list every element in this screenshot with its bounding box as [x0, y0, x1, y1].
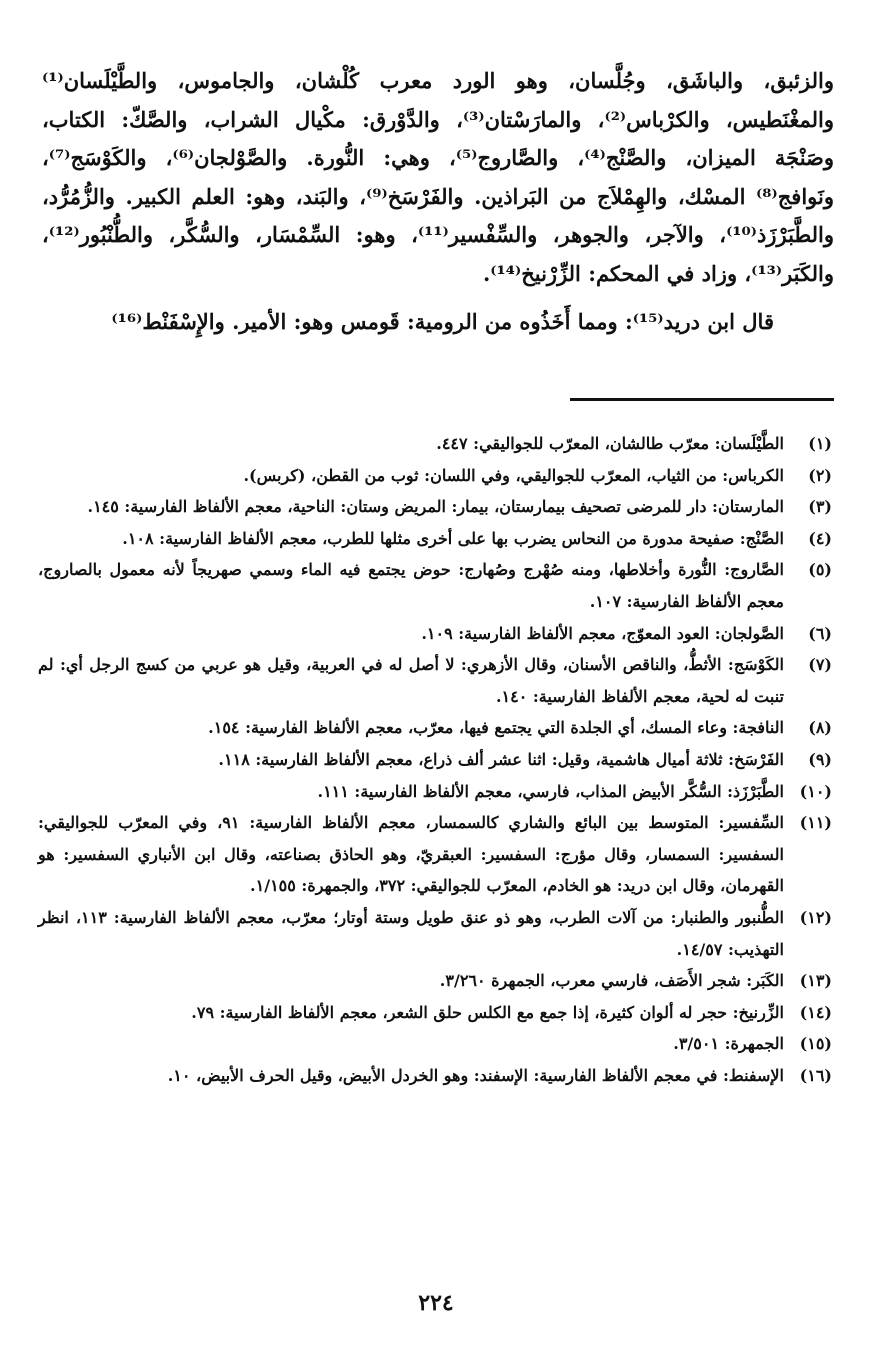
- footnote-text: الزِّرنيخ: حجر له ألوان كثيرة، إذا جمع مع الكلس حلق الشعر، معجم الألفاظ الفارسية: ٧٩.: [191, 1002, 784, 1022]
- footnote-text: الطَّيْلَسان: معرّب طالشان، المعرّب للجواليقي: ٤٤٧.: [436, 434, 784, 453]
- footnote: [38, 491, 832, 523]
- footnote-text: الإسفنط: في معجم الألفاظ الفارسية: الإسفند: وهو الخردل الأبيض، وقيل الحرف الأبيض، ١٠.: [167, 1065, 784, 1085]
- footnote-number: (١٢): [799, 907, 832, 927]
- footnote-text: الكَبَر: شجر الأَصَف، فارسي معرب، الجمهرة ٣/٢٦٠.: [439, 971, 784, 991]
- footnote: [38, 902, 832, 965]
- footnote: [38, 1060, 832, 1092]
- footnote-number: (٨): [808, 718, 832, 738]
- footnote-text: الفَرْسَخ: ثلاثة أميال هاشمية، وقيل: اثنا عشر ألف ذراع، معجم الألفاظ الفارسية: ١١٨.: [218, 749, 784, 769]
- footnote-number: (٩): [808, 749, 832, 769]
- footnote-text: الكَوْسَج: الأثطُّ، والناقص الأسنان، وقال الأزهري: لا أصل له في العربية، وقيل هو عربي من كسج الرجل أي: لم تنبت له لحية، معجم الألفاظ الفارسية: ١٤٠.: [38, 655, 784, 706]
- footnote-text: السِّفسير: المتوسط بين البائع والشاري كالسمسار، معجم الألفاظ الفارسية: ٩١، وفي المعرّب للجواليقي: السفسير: السمسار، وقال مؤرج: السفسير: العبقريّ، وهو الحاذق بصناعته، وقال ابن الأنباري السفسير: هو القهرمان، وقال ابن دريد: هو الخادم، المعرّب للجواليقي: ٣٧٢، والجمهرة: ١/١٥٥.: [38, 813, 785, 896]
- footnote: [38, 744, 832, 776]
- page-number: ٢٢٤: [418, 1290, 454, 1316]
- footnote-number: (٧): [808, 655, 832, 675]
- footnote: [38, 523, 832, 555]
- footnote: [38, 460, 832, 492]
- footnote-text: الجمهرة: ٣/٥٠١.: [673, 1034, 784, 1054]
- footnote-number: (١٣): [799, 971, 832, 991]
- main-paragraph: قال ابن دريد⁽¹⁵⁾: ومما أَخَذُوه من الرومية: قَومس وهو: الأمير. والإِسْفَنْط⁽¹⁶⁾: [111, 309, 774, 334]
- footnote-text: النافجة: وعاء المسك، أي الجلدة التي يجتمع فيها، معرّب، معجم الألفاظ الفارسية: ١٥٤.: [208, 718, 784, 738]
- footnote-number: (٤): [808, 528, 832, 548]
- footnote: [38, 1028, 832, 1060]
- footnote: [38, 428, 832, 460]
- footnote-number: (١٥): [799, 1034, 832, 1054]
- footnote-text: الصَّولجان: العود المعوّج، معجم الألفاظ الفارسية: ١٠٩.: [421, 623, 784, 643]
- footnote-text: الصَّنْج: صفيحة مدورة من النحاس يضرب بها على أخرى مثلها للطرب، معجم الألفاظ الفارسية: ١٠٨.: [122, 528, 784, 548]
- footnote: [38, 997, 832, 1029]
- footnote-text: المارستان: دار للمرضى تصحيف بيمارستان، بيمار: المريض وستان: الناحية، معجم الألفاظ الفارسية: ١٤٥.: [87, 497, 784, 517]
- footnote-number: (٣): [808, 497, 832, 517]
- footnote-number: (١): [808, 434, 832, 453]
- footnote-number: (١٠): [799, 781, 832, 801]
- main-text: [42, 62, 834, 342]
- footnote: [38, 776, 832, 808]
- footnote-text: الصَّاروج: النُّورة وأخلاطها، ومنه صُهْرج وصُهارج: حوض يجتمع فيه الماء وسمي صهريجاً لأنه معمول بالصاروج، معجم الألفاظ الفارسية: ١٠٧.: [38, 560, 784, 611]
- footnote: [38, 618, 832, 650]
- footnote-number: (١٦): [799, 1065, 832, 1085]
- footnote-divider: [570, 398, 834, 401]
- footnote-text: الطُّنبور والطنبار: من آلات الطرب، وهو ذو عنق طويل وستة أوتار؛ معرّب، معجم الألفاظ الفارسية: ١١٣، انظر التهذيب: ١٤/٥٧.: [38, 907, 784, 959]
- footnote-number: (١١): [799, 813, 832, 833]
- footnote-number: (٦): [808, 623, 832, 643]
- footnote-number: (٢): [808, 465, 832, 485]
- footnote: [38, 807, 832, 902]
- footnote: [38, 554, 832, 617]
- footnote: [38, 712, 832, 744]
- main-paragraph: والزئبق، والباشَق، وجُلَّسان، وهو الورد معرب كُلْشان، والجاموس، والطَّيْلَسان⁽¹⁾ والمغْنَطيس، والكرْباس⁽²⁾، والمارَسْتان⁽³⁾، والدَّوْرق: مكْيال الشراب، والصَّكّ: الكتاب، وصَنْجَة الميزان، والصَّنْج⁽⁴⁾، والصَّاروج⁽⁵⁾، وهي: النُّورة. والصَّوْلجان⁽⁶⁾، والكَوْسَج⁽⁷⁾، ونَوافج⁽⁸⁾ المسْك، والهِمْلاَج من البَراذين. والفَرْسَخ⁽⁹⁾، والبَند، وهو: العلم الكبير. والزُّمُرُّد، والطَّبَرْزَذ⁽¹⁰⁾، والآجر، والجوهر، والسِّفْسير⁽¹¹⁾، وهو: السِّمْسَار، والسُّكَّر، والطُّنْبُور⁽¹²⁾، والكَبَر⁽¹³⁾، وزاد في المحكم: الزِّرْنيخ⁽¹⁴⁾.: [42, 68, 835, 286]
- footnote: [38, 649, 832, 712]
- footnote-text: الكرباس: من الثياب، المعرّب للجواليقي، وفي اللسان: ثوب من القطن، (كربس).: [243, 465, 784, 485]
- footnote-number: (١٤): [799, 1002, 832, 1022]
- footnote: [38, 965, 832, 997]
- footnote-text: الطَّبَرْزَذ: السُّكَّر الأبيض المذاب، فارسي، معجم الألفاظ الفارسية: ١١١.: [317, 781, 784, 801]
- footnotes: [38, 428, 832, 1091]
- footnote-number: (٥): [808, 560, 832, 580]
